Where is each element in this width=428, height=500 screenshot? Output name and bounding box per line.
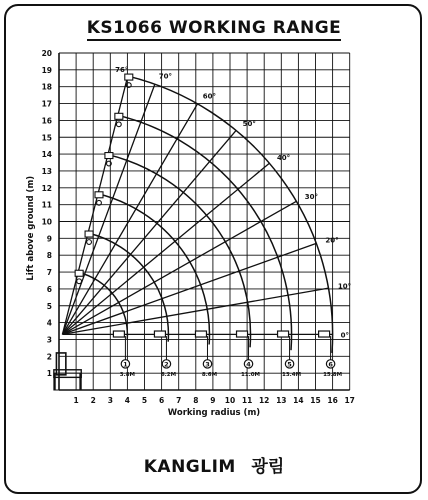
hook-block-icon [115, 113, 123, 119]
y-tick-label: 12 [41, 183, 52, 193]
y-tick-label: 7 [46, 268, 52, 278]
y-tick-label: 10 [41, 217, 52, 227]
x-tick-label: 14 [293, 396, 304, 405]
brand-korean: 광림 [251, 457, 285, 477]
x-tick-label: 5 [141, 396, 148, 405]
boom-angle-ray [62, 104, 197, 335]
boom-angle-label: 10° [337, 282, 352, 291]
brand-logo [0, 452, 428, 477]
brand-name: KANGLIM [143, 457, 236, 477]
section-hook-block-icon [278, 331, 289, 337]
section-number: 4 [246, 360, 251, 369]
boom-arc [98, 194, 209, 345]
x-tick-label: 3 [107, 396, 113, 405]
hook-block-icon [95, 192, 103, 198]
hook-block-icon [125, 74, 133, 80]
boom-angle-label: 76° [115, 66, 129, 75]
hook-block-icon [105, 153, 113, 159]
x-tick-label: 1 [73, 396, 79, 405]
y-tick-label: 17 [41, 99, 52, 109]
section-length-label: 6.2M [160, 371, 177, 378]
boom-arc [118, 115, 292, 350]
y-tick-label: 8 [46, 251, 52, 261]
section-length-label: 3.8M [119, 371, 136, 378]
x-tick-label: 4 [124, 396, 131, 405]
section-number: 5 [287, 360, 292, 369]
chart-title-text: KS1066 WORKING RANGE [87, 18, 342, 41]
x-tick-label: 17 [344, 396, 355, 405]
y-tick-label: 3 [46, 335, 52, 345]
x-tick-label: 7 [176, 396, 182, 405]
y-tick-label: 6 [46, 284, 52, 294]
y-tick-label: 4 [46, 318, 52, 328]
y-tick-label: 16 [41, 116, 52, 126]
boom-angle-label: 40° [276, 153, 291, 162]
boom-angle-label: 70° [158, 72, 173, 81]
hook-block-icon [85, 231, 93, 237]
section-hook-block-icon [113, 331, 124, 337]
y-axis-title: Lift above ground (m) [26, 175, 36, 281]
y-tick-label: 5 [46, 301, 52, 311]
x-tick-label: 6 [158, 396, 165, 405]
boom-angle-label: 0° [340, 331, 349, 340]
hook-block-icon [75, 270, 83, 276]
outrigger-frame-icon [54, 373, 81, 390]
x-tick-label: 15 [310, 396, 321, 405]
y-tick-label: 9 [46, 234, 52, 244]
hook-icon [77, 279, 82, 284]
y-tick-label: 14 [41, 150, 52, 160]
y-tick-label: 18 [41, 82, 52, 92]
y-tick-label: 11 [41, 200, 52, 210]
y-tick-label: 20 [41, 49, 52, 58]
boom-arc [88, 233, 168, 342]
section-number: 2 [164, 360, 169, 369]
y-tick-label: 1 [46, 369, 52, 379]
section-hook-block-icon [237, 331, 248, 337]
section-length-label: 8.6M [201, 371, 218, 378]
boom-angle-label: 20° [325, 236, 339, 245]
x-axis-title: Working radius (m) [167, 408, 261, 418]
boom-arc [108, 155, 251, 348]
boom-angle-label: 30° [304, 193, 319, 202]
hook-icon [87, 240, 92, 245]
hook-icon [116, 122, 121, 127]
section-number: 3 [205, 360, 210, 369]
section-length-label: 11.0M [240, 371, 261, 378]
y-tick-label: 13 [41, 166, 52, 176]
boom-angle-label: 50° [242, 119, 256, 128]
x-tick-label: 9 [210, 396, 216, 405]
x-tick-label: 2 [90, 396, 96, 405]
section-hook-block-icon [195, 331, 206, 337]
x-tick-label: 12 [258, 396, 270, 405]
x-tick-label: 16 [327, 396, 338, 405]
y-tick-label: 2 [46, 352, 52, 362]
x-tick-label: 8 [193, 396, 199, 405]
section-length-label: 13.4M [282, 371, 302, 378]
section-number: 1 [123, 360, 128, 369]
section-hook-block-icon [319, 331, 330, 337]
section-hook-block-icon [154, 331, 165, 337]
x-tick-label: 10 [224, 396, 236, 405]
x-tick-label: 13 [276, 396, 287, 405]
section-length-label: 15.8M [323, 371, 343, 378]
section-number: 6 [328, 360, 333, 369]
x-tick-label: 11 [241, 396, 253, 405]
y-tick-label: 19 [41, 65, 52, 75]
boom-angle-label: 60° [202, 92, 217, 101]
y-tick-label: 15 [41, 133, 52, 143]
